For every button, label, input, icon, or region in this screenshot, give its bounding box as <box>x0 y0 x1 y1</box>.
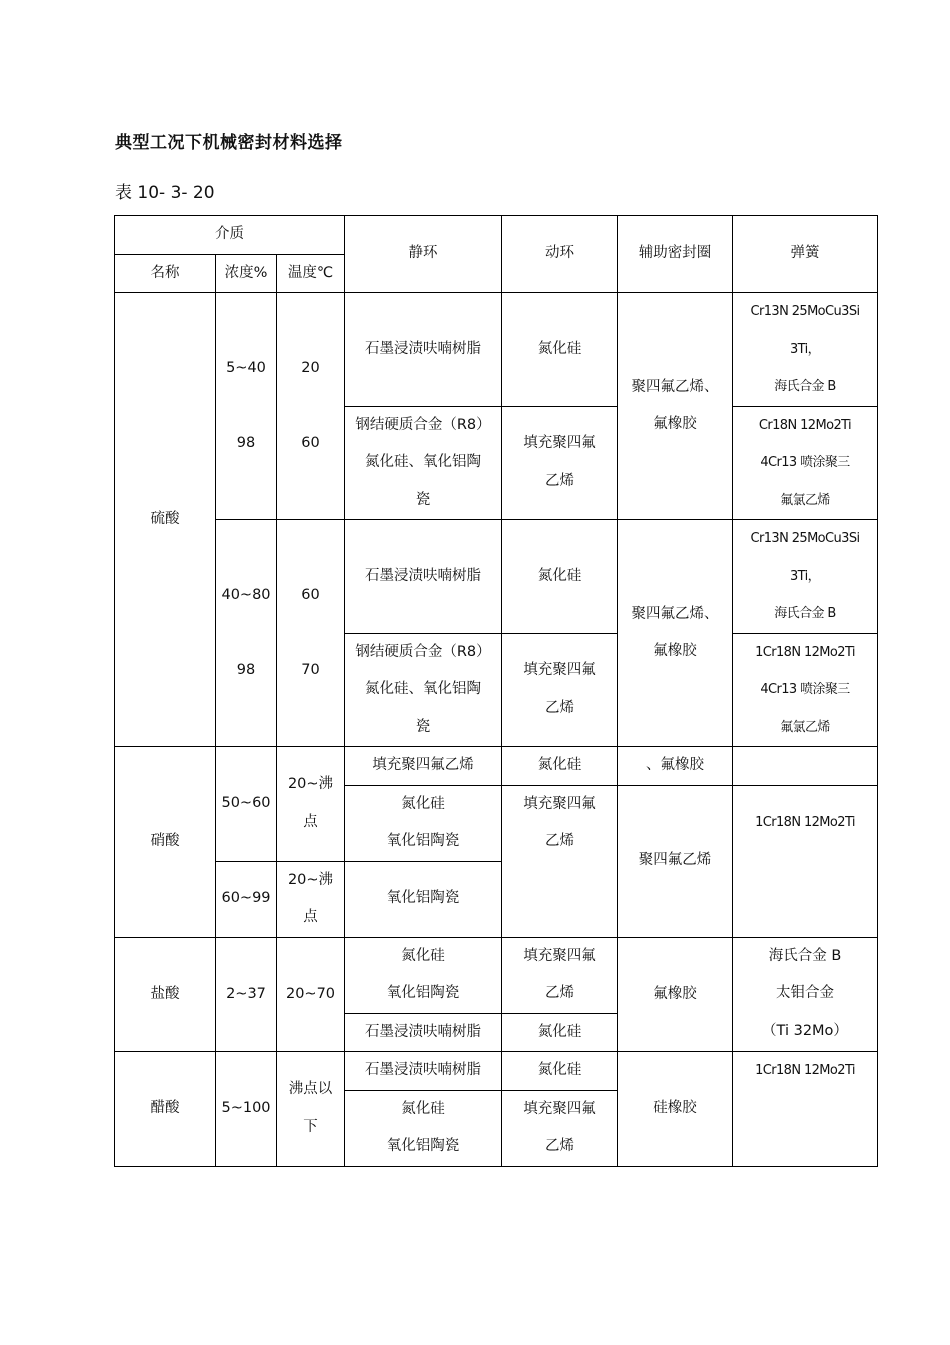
temperature-line: 沸点以 <box>288 1081 333 1098</box>
static-ring-cell <box>345 785 502 861</box>
aux-seal-cell <box>618 293 733 520</box>
moving-ring-line: 乙烯 <box>545 985 574 1001</box>
temperature-value: 20 <box>301 359 320 376</box>
static-ring-cell: 氧化铝陶瓷 <box>345 861 502 937</box>
temperature-line: 20~沸 <box>287 776 334 793</box>
spring-line: （Ti 32Mo） <box>762 1022 848 1039</box>
header-temperature: 温度℃ <box>277 254 345 293</box>
static-ring-line: 氮化硅 <box>401 795 445 812</box>
static-ring-line: 氮化硅、氧化铝陶 <box>365 681 481 697</box>
static-ring-line: 氧化铝陶瓷 <box>386 985 460 1001</box>
concentration-value: 5~40 <box>226 359 266 376</box>
moving-ring-cell <box>502 1090 618 1166</box>
concentration-cell <box>216 520 277 747</box>
aux-seal-line: 氟橡胶 <box>653 643 697 659</box>
concentration-cell: 50~60 <box>216 747 277 862</box>
temperature-cell <box>277 293 345 520</box>
concentration-cell <box>216 293 277 520</box>
spring-line: 氟氯乙烯 <box>780 719 830 735</box>
moving-ring-cell <box>502 633 618 747</box>
static-ring-cell <box>345 1090 502 1166</box>
spring-cell <box>733 520 878 634</box>
spring-line: 3Ti， <box>789 568 821 584</box>
moving-ring-line: 填充聚四氟 <box>523 1100 596 1117</box>
static-ring-line: 氮化硅、氧化铝陶 <box>365 454 481 470</box>
static-ring-cell <box>345 937 502 1013</box>
spring-line: Cr13N 25MoCu3Si <box>750 304 860 319</box>
material-selection-table <box>114 215 878 1167</box>
spring-line: 1Cr18N 12Mo2Ti <box>755 1063 855 1078</box>
spring-cell <box>733 293 878 407</box>
spring-cell-empty <box>733 747 878 786</box>
moving-ring-cell <box>502 937 618 1013</box>
temperature-line: 下 <box>303 1118 318 1135</box>
temperature-line: 20~沸 <box>287 871 334 888</box>
spring-cell <box>733 633 878 747</box>
static-ring-line: 氧化铝陶瓷 <box>386 1138 460 1154</box>
static-ring-line: 氮化硅 <box>401 947 445 964</box>
static-ring-cell <box>345 406 502 520</box>
table-number: 表 10- 3- 20 <box>115 183 215 203</box>
spring-line: 海氏合金 B <box>768 947 842 964</box>
concentration-value: 98 <box>236 661 256 678</box>
static-ring-line: 氮化硅 <box>401 1100 445 1117</box>
temperature-value: 60 <box>301 434 320 451</box>
spring-line: Cr13N 25MoCu3Si <box>750 531 860 546</box>
static-ring-cell: 石墨浸渍呋喃树脂 <box>345 1013 502 1052</box>
header-static-ring: 静环 <box>345 216 502 293</box>
moving-ring-cell: 氮化硅 <box>502 1013 618 1052</box>
temperature-value: 60 <box>301 586 320 603</box>
concentration-cell: 5~100 <box>216 1052 277 1167</box>
medium-name-acetic: 醋酸 <box>115 1052 216 1167</box>
concentration-value: 40~80 <box>221 586 271 603</box>
static-ring-line: 瓷 <box>415 491 431 508</box>
concentration-cell: 60~99 <box>216 861 277 937</box>
static-ring-line: 钢结硬质合金（R8） <box>355 643 491 660</box>
static-ring-cell: 石墨浸渍呋喃树脂 <box>345 1052 502 1091</box>
spring-cell <box>733 785 878 937</box>
medium-name-hydrochloric: 盐酸 <box>115 937 216 1052</box>
header-aux-seal: 辅助密封圈 <box>618 216 733 293</box>
spring-cell <box>733 1052 878 1167</box>
aux-seal-line: 聚四氟乙烯、 <box>631 378 719 395</box>
aux-seal-cell: 、氟橡胶 <box>618 747 733 786</box>
static-ring-cell <box>345 633 502 747</box>
temperature-cell <box>277 520 345 747</box>
moving-ring-cell: 氮化硅 <box>502 520 618 634</box>
aux-seal-line: 聚四氟乙烯、 <box>631 605 719 622</box>
medium-name-sulfuric: 硫酸 <box>115 293 216 747</box>
temperature-cell: 20~70 <box>277 937 345 1052</box>
spring-line: 4Cr13 喷涂聚三 <box>760 682 850 697</box>
document-title: 典型工况下机械密封材料选择 <box>115 133 343 153</box>
spring-line: 4Cr13 喷涂聚三 <box>760 455 850 470</box>
aux-seal-cell: 硅橡胶 <box>618 1052 733 1167</box>
aux-seal-cell <box>618 520 733 747</box>
spring-cell <box>733 406 878 520</box>
header-spring: 弹簧 <box>733 216 878 293</box>
medium-name-nitric: 硝酸 <box>115 747 216 938</box>
moving-ring-line: 填充聚四氟 <box>523 662 596 679</box>
aux-seal-cell: 聚四氟乙烯 <box>618 785 733 937</box>
spring-line: 太钼合金 <box>776 985 834 1001</box>
moving-ring-line: 乙烯 <box>545 833 574 849</box>
static-ring-cell: 填充聚四氟乙烯 <box>345 747 502 786</box>
moving-ring-cell: 氮化硅 <box>502 747 618 786</box>
spring-line: 1Cr18N 12Mo2Ti <box>755 644 855 660</box>
temperature-line: 点 <box>303 909 318 925</box>
spring-cell <box>733 937 878 1052</box>
spring-line: 3Ti， <box>789 341 821 357</box>
header-medium: 介质 <box>115 216 345 255</box>
aux-seal-cell: 氟橡胶 <box>618 937 733 1052</box>
static-ring-cell: 石墨浸渍呋喃树脂 <box>345 520 502 634</box>
header-moving-ring: 动环 <box>502 216 618 293</box>
spring-line: Cr18N 12Mo2Ti <box>758 417 852 433</box>
moving-ring-line: 填充聚四氟 <box>523 435 596 452</box>
spring-line: 海氏合金 B <box>774 379 836 394</box>
moving-ring-line: 填充聚四氟 <box>523 947 596 964</box>
temperature-cell <box>277 1052 345 1167</box>
moving-ring-cell <box>502 406 618 520</box>
moving-ring-line: 乙烯 <box>545 699 574 716</box>
aux-seal-line: 氟橡胶 <box>653 416 697 432</box>
moving-ring-cell: 氮化硅 <box>502 293 618 407</box>
moving-ring-cell <box>502 785 618 937</box>
spring-line: 氟氯乙烯 <box>780 492 830 508</box>
temperature-cell <box>277 747 345 862</box>
temperature-line: 点 <box>303 813 318 830</box>
moving-ring-cell: 氮化硅 <box>502 1052 618 1091</box>
header-name: 名称 <box>115 254 216 293</box>
static-ring-line: 瓷 <box>415 718 431 735</box>
concentration-cell: 2~37 <box>216 937 277 1052</box>
static-ring-line: 氧化铝陶瓷 <box>386 833 460 849</box>
header-concentration: 浓度% <box>216 254 277 293</box>
temperature-cell <box>277 861 345 937</box>
concentration-value: 98 <box>236 434 256 451</box>
moving-ring-line: 填充聚四氟 <box>523 795 596 812</box>
moving-ring-line: 乙烯 <box>545 1138 574 1154</box>
moving-ring-line: 乙烯 <box>545 472 574 489</box>
static-ring-cell: 石墨浸渍呋喃树脂 <box>345 293 502 407</box>
spring-line: 1Cr18N 12Mo2Ti <box>755 814 855 830</box>
temperature-value: 70 <box>301 661 320 678</box>
spring-line: 海氏合金 B <box>774 606 836 621</box>
static-ring-line: 钢结硬质合金（R8） <box>355 416 491 433</box>
